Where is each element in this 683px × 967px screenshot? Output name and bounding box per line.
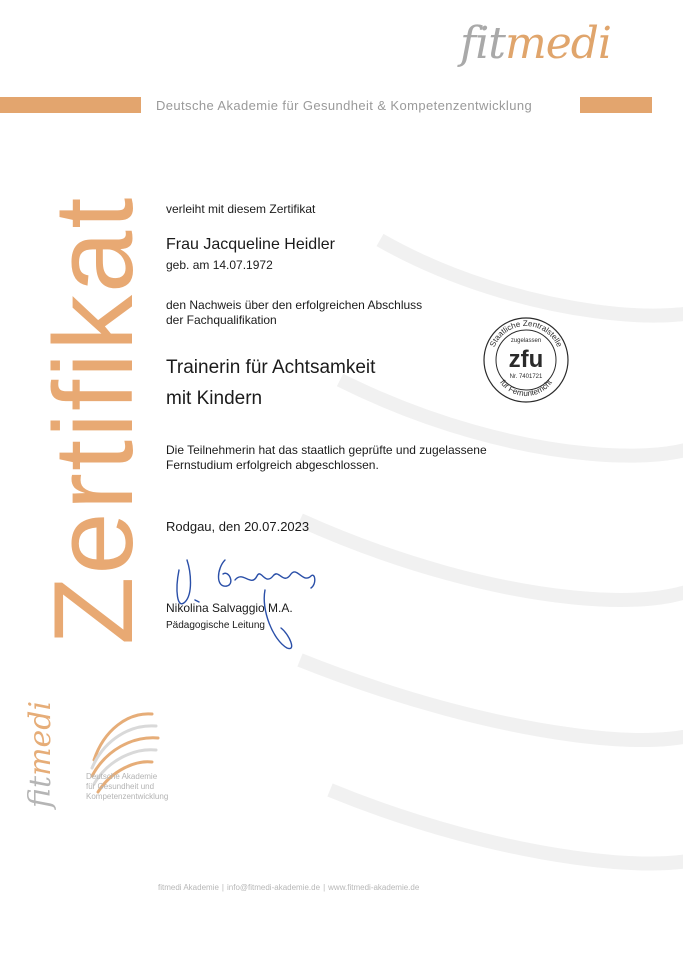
accent-bar-right (580, 97, 652, 113)
place-date: Rodgau, den 20.07.2023 (166, 519, 310, 534)
qualification-line-2: mit Kindern (166, 388, 263, 409)
footer-company: fitmedi Akademie (158, 883, 219, 892)
proof-line-1: den Nachweis über den erfolgreichen Abschluss (166, 298, 423, 312)
seal-top-arc: Staatliche Zentralstelle (487, 318, 565, 349)
intro-text: verleiht mit diesem Zertifikat (166, 202, 316, 216)
footer: fitmedi Akademie | info@fitmedi-akademie.de | www.fitmedi-akademie.de (158, 883, 420, 892)
brand-logo-bottom (23, 700, 58, 808)
birth-date: geb. am 14.07.1972 (166, 258, 273, 272)
brand-logo-top (459, 18, 611, 69)
logo-sub-line-3: Kompetenzentwicklung (86, 792, 169, 801)
signer-name: Nikolina Salvaggio M.A. (166, 601, 293, 615)
tagline: Deutsche Akademie für Gesundheit & Kompetenzentwicklung (156, 98, 533, 113)
proof-line-2: der Fachqualifikation (166, 313, 277, 327)
seal-logo: zfu (508, 346, 544, 373)
accent-bar-left (0, 97, 141, 113)
qualification-line-1: Trainerin für Achtsamkeit (166, 357, 376, 378)
brand-fit: fit (459, 18, 505, 69)
statement-line-2: Fernstudium erfolgreich abgeschlossen. (166, 458, 379, 472)
signer-role: Pädagogische Leitung (166, 620, 265, 631)
footer-email[interactable]: info@fitmedi-akademie.de (227, 883, 321, 892)
logo-subtitle (86, 772, 168, 802)
signature (165, 540, 325, 650)
zfu-seal (482, 316, 570, 404)
seal-number: Nr. 7401721 (509, 374, 543, 380)
brand-medi-bottom: medi (23, 700, 58, 776)
brand-medi: medi (505, 18, 611, 69)
vertical-title: Zertifikat (31, 195, 156, 645)
statement-line-1: Die Teilnehmerin hat das staatlich geprüfte und zugelassene (166, 443, 487, 457)
recipient-name: Frau Jacqueline Heidler (166, 236, 335, 253)
brand-fit-bottom: fit (23, 775, 58, 808)
seal-admitted: zugelassen (510, 338, 542, 344)
seal-bottom-arc: für Fernunterricht (498, 378, 554, 399)
footer-web[interactable]: www.fitmedi-akademie.de (328, 883, 420, 892)
logo-sub-line-2: für Gesundheit und (86, 782, 155, 791)
logo-sub-line-1: Deutsche Akademie (86, 772, 158, 781)
